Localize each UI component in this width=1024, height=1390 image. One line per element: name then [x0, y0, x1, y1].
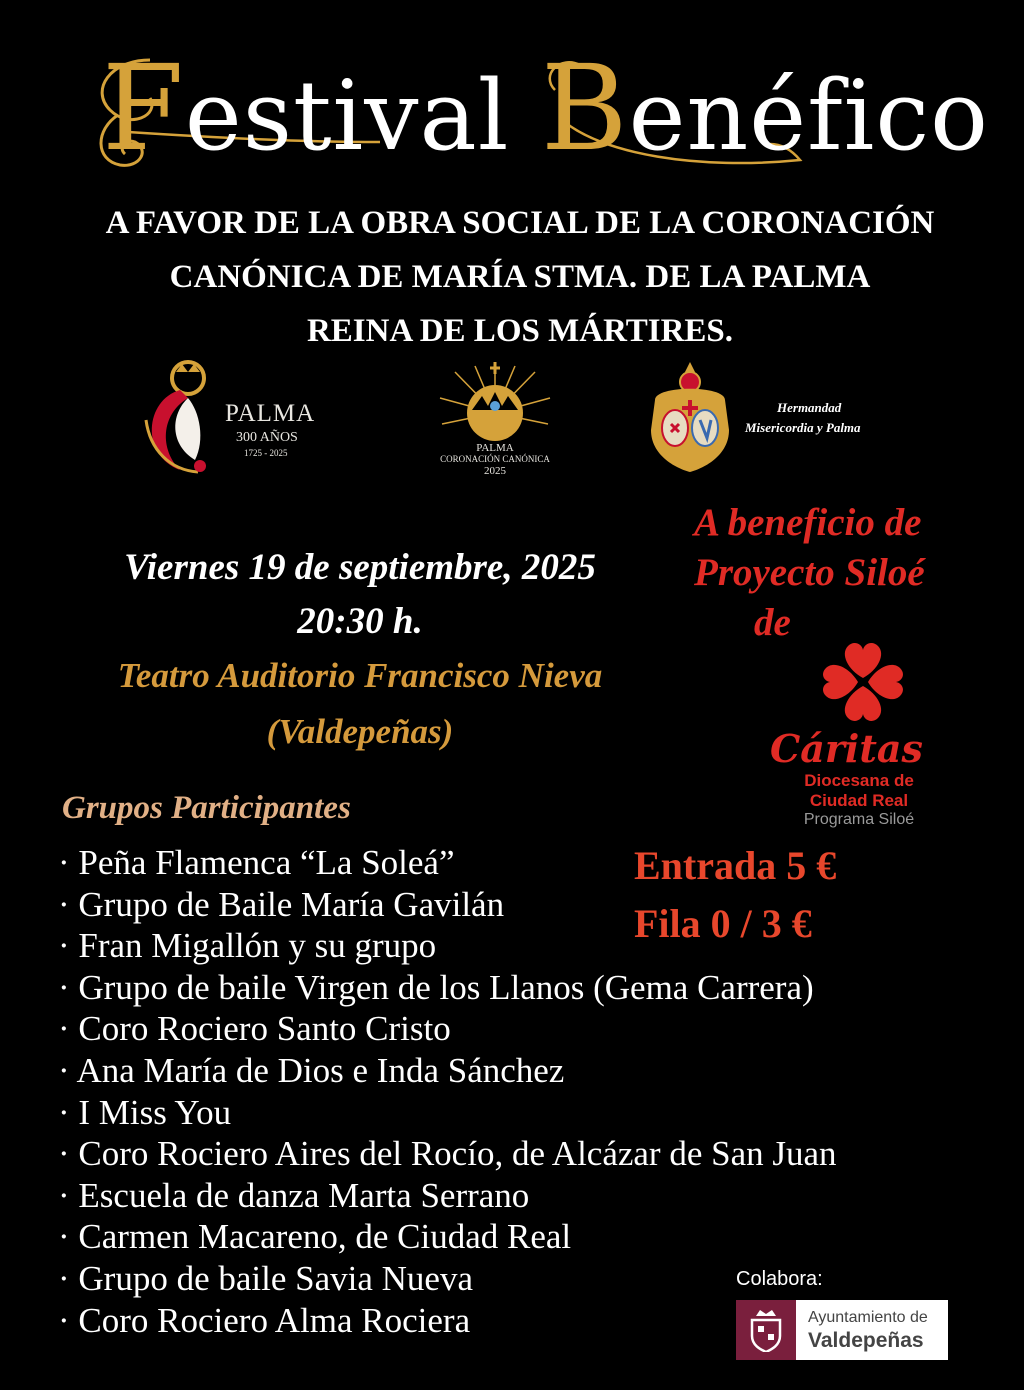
beneficiary-line-3: de — [754, 601, 791, 644]
coronacion-line1: PALMA — [476, 442, 514, 454]
groups-title: Grupos Participantes — [62, 790, 351, 826]
subtitle — [40, 196, 1000, 358]
price-fila: Fila 0 / 3 € — [634, 901, 812, 946]
caritas-subtitle-2: Ciudad Real — [809, 791, 909, 810]
list-item: · Peña Flamenca “La Soleá” — [58, 843, 455, 882]
subtitle-line-3: REINA DE LOS MÁRTIRES. — [306, 313, 734, 349]
list-item: · Grupo de baile Virgen de los Llanos (Gema Carrera) — [58, 967, 814, 1007]
ayuntamiento-line1: Ayuntamiento de — [808, 1309, 928, 1326]
coronacion-logo — [430, 358, 560, 480]
price-entrada: Entrada 5 € — [634, 843, 837, 888]
palma-logo-range: 1725 - 2025 — [244, 448, 288, 458]
list-item: · Coro Rociero Aires del Rocío, de Alcázar de San Juan — [58, 1134, 837, 1174]
palma-300-logo — [140, 360, 340, 480]
caritas-name: Cáritas — [770, 726, 923, 771]
event-time: 20:30 h. — [297, 601, 423, 642]
festival-title — [0, 20, 1024, 180]
title-initial-b: B — [540, 39, 629, 177]
list-item: · Escuela de danza Marta Serrano — [58, 1175, 530, 1215]
beneficiary-line-2: Proyecto Siloé — [694, 551, 925, 594]
subtitle-line-2: CANÓNICA DE MARÍA STMA. DE LA PALMA — [169, 259, 871, 295]
coronacion-line2: CORONACIÓN CANÓNICA — [440, 454, 550, 464]
event-city: (Valdepeñas) — [266, 712, 454, 751]
caritas-subtitle-1: Diocesana de — [804, 771, 914, 790]
caritas-subtitle-3: Programa Siloé — [803, 811, 915, 828]
list-item: · Coro Rociero Alma Rociera — [58, 1300, 471, 1340]
list-item: · Grupo de baile Savia Nueva — [58, 1258, 473, 1298]
title-text-part1: estival — [184, 60, 541, 172]
hermandad-shield-icon — [645, 360, 735, 475]
list-item: · Ana María de Dios e Inda Sánchez — [58, 1050, 565, 1090]
list-item: · Carmen Macareno, de Ciudad Real — [58, 1217, 572, 1257]
hermandad-logo — [645, 360, 905, 475]
list-item: · Grupo de Baile María Gavilán — [58, 884, 505, 924]
subtitle-line-1: A FAVOR DE LA OBRA SOCIAL DE LA CORONACIÓN — [105, 205, 935, 241]
palma-logo-years: 300 AÑOS — [236, 430, 298, 445]
title-text-part2: enéfico — [628, 60, 989, 172]
hermandad-line1: Hermandad — [777, 400, 842, 415]
ayuntamiento-crest-icon — [748, 1308, 784, 1352]
list-item: · Coro Rociero Santo Cristo — [58, 1009, 451, 1049]
ayuntamiento-logo — [736, 1300, 948, 1360]
ayuntamiento-line2: Valdepeñas — [808, 1329, 924, 1352]
beneficiary-line-1: A beneficio de — [694, 501, 922, 544]
coronacion-line3: 2025 — [484, 465, 506, 477]
caritas-cross-hearts-icon — [818, 640, 908, 724]
hermandad-line2: Misericordia y Palma — [745, 420, 861, 435]
title-initial-f: F — [102, 39, 185, 177]
list-item: · Fran Migallón y su grupo — [58, 926, 437, 966]
colabora-label: Colabora: — [736, 1268, 823, 1290]
palma-logo-name: PALMA — [225, 400, 316, 427]
event-venue: Teatro Auditorio Francisco Nieva — [117, 656, 603, 695]
list-item: · I Miss You — [58, 1092, 232, 1132]
event-date: Viernes 19 de septiembre, 2025 — [124, 547, 596, 588]
crown-rays-icon — [430, 358, 560, 448]
virgin-crown-icon — [140, 360, 220, 480]
